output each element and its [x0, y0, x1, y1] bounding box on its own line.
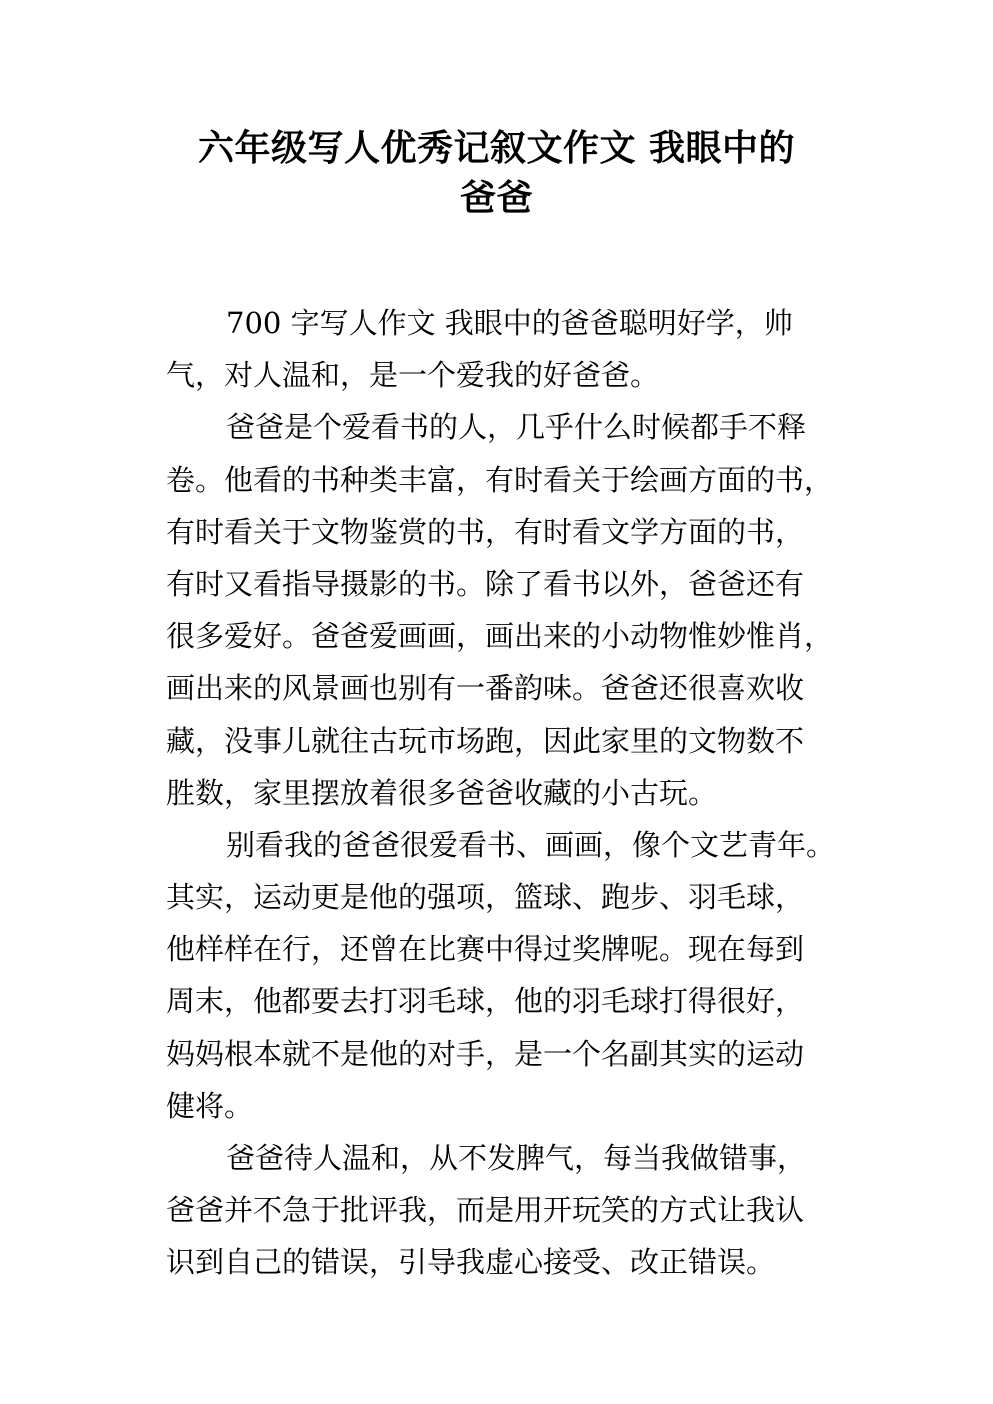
text-line: 周末，他都要去打羽毛球，他的羽毛球打得很好， [166, 984, 805, 1019]
text-line: 卷。他看的书种类丰富，有时看关于绘画方面的书， [166, 462, 834, 497]
document-title [166, 124, 827, 224]
text-line: 胜数，家里摆放着很多爸爸收藏的小古玩。 [166, 775, 718, 810]
text-line: 700 字写人作文 我眼中的爸爸聪明好学，帅 [226, 306, 793, 340]
paragraph-4 [166, 1132, 846, 1289]
text-line: 很多爱好。爸爸爱画画，画出来的小动物惟妙惟肖， [166, 619, 834, 654]
text-line: 气，对人温和，是一个爱我的好爸爸。 [166, 358, 660, 393]
text-line: 识到自己的错误，引导我虚心接受、改正错误。 [166, 1245, 776, 1280]
text-line: 画出来的风景画也别有一番韵味。爸爸还很喜欢收 [166, 671, 805, 706]
paragraph-2 [166, 401, 846, 819]
text-line: 爸爸待人温和，从不发脾气，每当我做错事， [226, 1141, 807, 1175]
text-line: 爸爸并不急于批评我，而是用开玩笑的方式让我认 [166, 1193, 805, 1228]
text-line: 他样样在行，还曾在比赛中得过奖牌呢。现在每到 [166, 932, 805, 967]
document-body [166, 297, 846, 1289]
text-line: 爸爸是个爱看书的人，几乎什么时候都手不释 [226, 410, 807, 445]
text-line: 有时看关于文物鉴赏的书，有时看文学方面的书， [166, 514, 805, 549]
paragraph-1 [166, 297, 846, 401]
title-line-2: 爸爸 [459, 178, 533, 219]
title-line-1: 六年级写人优秀记叙文作文 我眼中的 [197, 128, 796, 169]
paragraph-3 [166, 819, 846, 1132]
text-line: 有时又看指导摄影的书。除了看书以外，爸爸还有 [166, 566, 805, 601]
text-line: 其实，运动更是他的强项，篮球、跑步、羽毛球， [166, 880, 805, 915]
text-line: 藏，没事儿就往古玩市场跑，因此家里的文物数不 [166, 723, 805, 758]
text-line: 健将。 [166, 1088, 254, 1123]
text-line: 妈妈根本就不是他的对手，是一个名副其实的运动 [166, 1036, 805, 1071]
text-line: 别看我的爸爸很爱看书、画画，像个文艺青年。 [226, 827, 836, 862]
